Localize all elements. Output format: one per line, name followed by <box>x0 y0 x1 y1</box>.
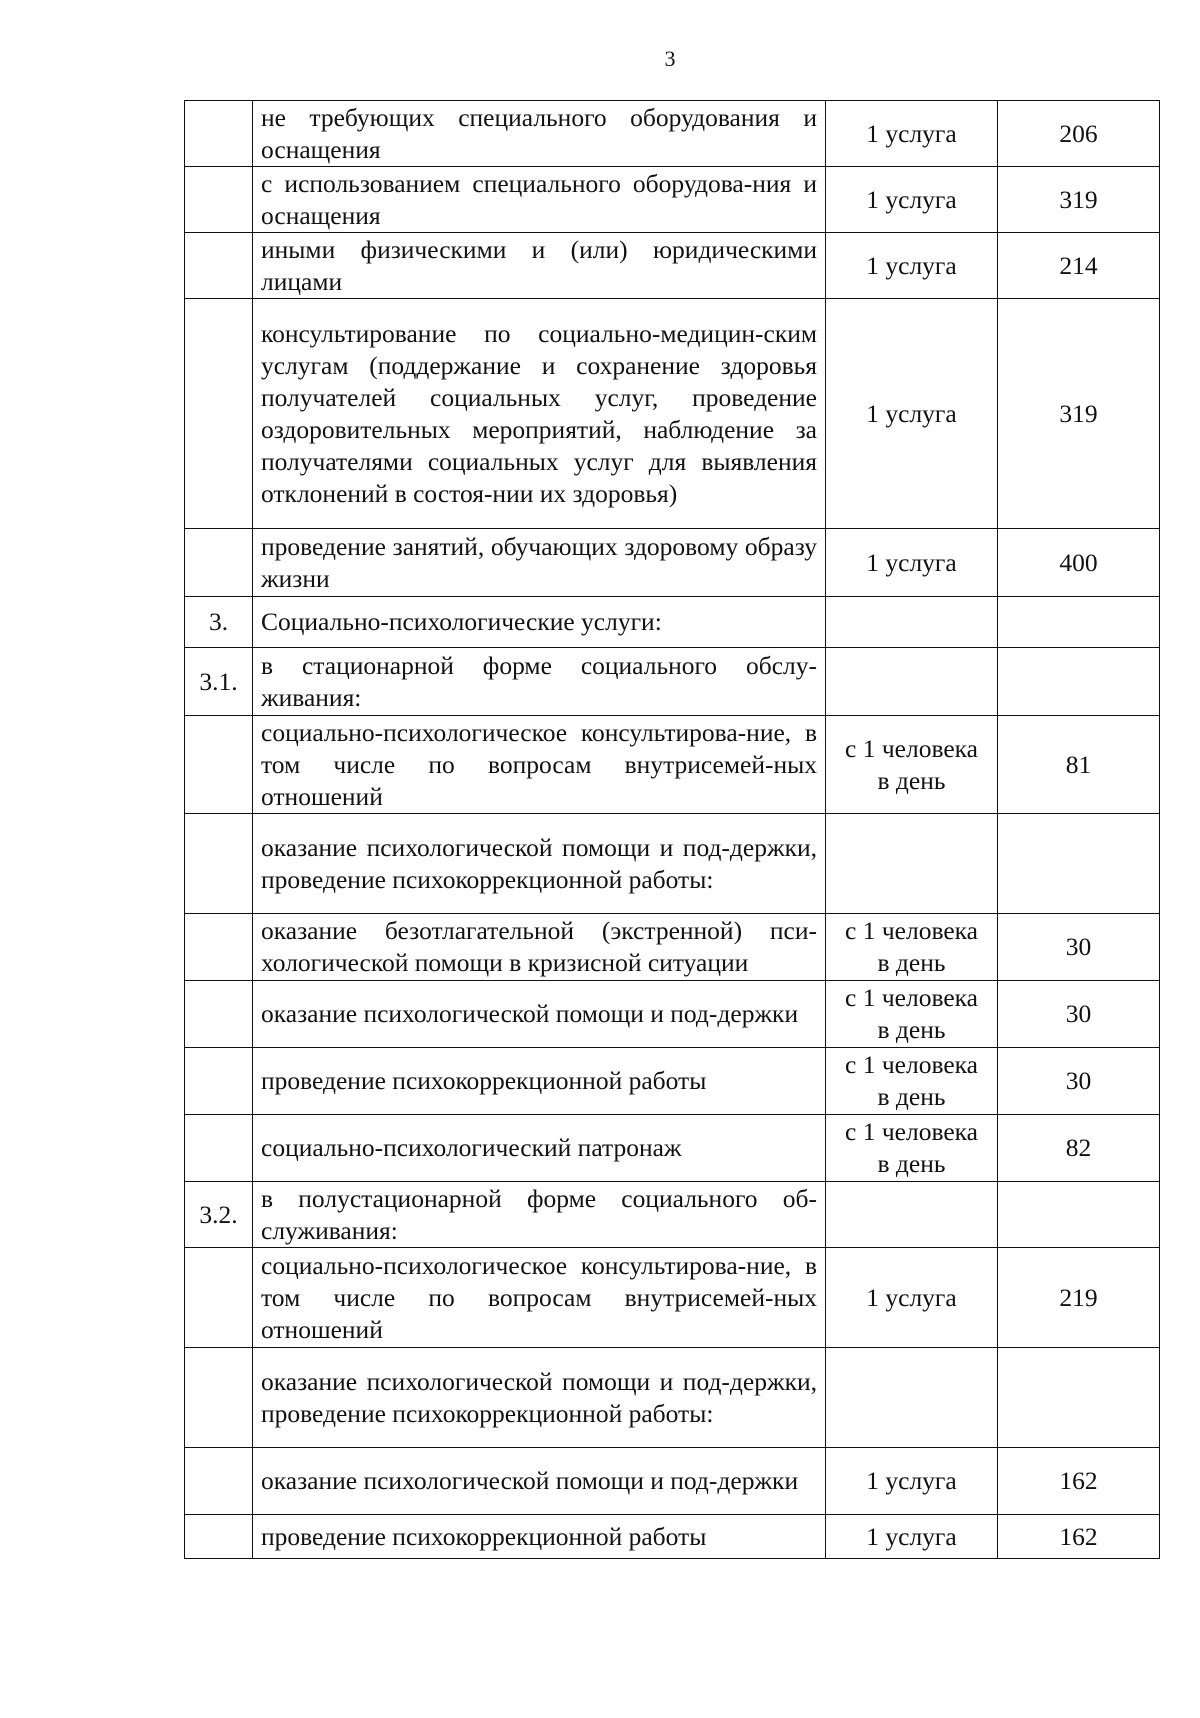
tariff-value: 319 <box>998 167 1160 233</box>
tariff-value: 400 <box>998 529 1160 597</box>
row-number <box>185 233 253 299</box>
row-number <box>185 981 253 1048</box>
table-row <box>185 1448 1160 1515</box>
table-row <box>185 1248 1160 1348</box>
tariff-value: 206 <box>998 101 1160 167</box>
service-description: оказание психологической помощи и под-держки, проведение психокоррекционной работы: <box>253 814 826 914</box>
subsection-title: в стационарной форме социального обслу-живания: <box>253 648 826 716</box>
tariff-value: 30 <box>998 981 1160 1048</box>
unit-line-1: 1 услуга <box>866 547 957 577</box>
unit-line-1: 1 услуга <box>866 1466 957 1495</box>
table-row <box>185 914 1160 981</box>
unit-cell <box>826 1448 998 1515</box>
unit-cell <box>826 981 998 1048</box>
table-row <box>185 1048 1160 1115</box>
table-row <box>185 101 1160 167</box>
tariff-value: 162 <box>998 1448 1160 1515</box>
tariff-value <box>998 1182 1160 1248</box>
unit-cell <box>826 814 998 914</box>
tariff-value <box>998 597 1160 648</box>
table-row <box>185 233 1160 299</box>
unit-cell <box>826 101 998 167</box>
unit-cell <box>826 1115 998 1182</box>
service-description: социально-психологическое консультирова-ние, в том числе по вопросам внутрисемей-ных отношений <box>253 1248 826 1348</box>
unit-line-2: в день <box>877 1082 946 1111</box>
unit-line-1: с 1 человека <box>845 1117 978 1146</box>
tariff-value: 82 <box>998 1115 1160 1182</box>
subsection-title: в полустационарной форме социального об-служивания: <box>253 1182 826 1248</box>
row-number <box>185 101 253 167</box>
tariff-value <box>998 814 1160 914</box>
tariff-value: 30 <box>998 1048 1160 1115</box>
row-number <box>185 1115 253 1182</box>
unit-cell <box>826 648 998 716</box>
service-description: социально-психологический патронаж <box>253 1115 826 1182</box>
unit-line-2: в день <box>877 948 946 977</box>
row-number <box>185 299 253 529</box>
row-number <box>185 914 253 981</box>
tariff-value <box>998 1348 1160 1448</box>
service-description: проведение психокоррекционной работы <box>253 1515 826 1559</box>
tariff-table <box>184 100 1160 1559</box>
unit-line-2: в день <box>877 1149 946 1178</box>
tariff-value: 219 <box>998 1248 1160 1348</box>
unit-line-1: с 1 человека <box>845 1050 978 1079</box>
tariff-value: 30 <box>998 914 1160 981</box>
table-row <box>185 1515 1160 1559</box>
row-number <box>185 716 253 814</box>
unit-line-1: с 1 человека <box>845 916 978 945</box>
row-number <box>185 1048 253 1115</box>
tariff-value: 319 <box>998 299 1160 529</box>
unit-line-1: 1 услуга <box>866 184 957 214</box>
unit-line-1: 1 услуга <box>866 118 957 148</box>
unit-cell <box>826 167 998 233</box>
table-row <box>185 981 1160 1048</box>
service-description: не требующих специального оборудования и оснащения <box>253 101 826 167</box>
unit-line-1: 1 услуга <box>866 1521 957 1551</box>
unit-line-1: с 1 человека <box>845 983 978 1012</box>
table-row <box>185 716 1160 814</box>
unit-cell <box>826 1348 998 1448</box>
row-number <box>185 1515 253 1559</box>
unit-line-1: 1 услуга <box>866 398 957 428</box>
row-number <box>185 167 253 233</box>
unit-line-1: 1 услуга <box>866 250 957 280</box>
tariff-value: 162 <box>998 1515 1160 1559</box>
service-description: социально-психологическое консультирова-ние, в том числе по вопросам внутрисемей-ных отношений <box>253 716 826 814</box>
table-row <box>185 167 1160 233</box>
unit-line-2: в день <box>877 765 946 795</box>
table-row <box>185 814 1160 914</box>
unit-cell <box>826 716 998 814</box>
unit-line-2: в день <box>877 1015 946 1044</box>
table-row <box>185 529 1160 597</box>
service-description: иными физическими и (или) юридическими лицами <box>253 233 826 299</box>
service-description: оказание психологической помощи и под-держки <box>253 981 826 1048</box>
row-number <box>185 814 253 914</box>
table-row <box>185 597 1160 648</box>
table-row <box>185 299 1160 529</box>
row-number <box>185 1448 253 1515</box>
row-number <box>185 1248 253 1348</box>
subsection-number: 3.1. <box>185 648 253 716</box>
table-row <box>185 1115 1160 1182</box>
unit-cell <box>826 1248 998 1348</box>
service-description: с использованием специального оборудова-ния и оснащения <box>253 167 826 233</box>
row-number <box>185 1348 253 1448</box>
section-number: 3. <box>185 597 253 648</box>
unit-cell <box>826 1515 998 1559</box>
unit-cell <box>826 597 998 648</box>
unit-line-1: 1 услуга <box>866 1282 957 1312</box>
tariff-value: 214 <box>998 233 1160 299</box>
tariff-value <box>998 648 1160 716</box>
table-row <box>185 1182 1160 1248</box>
unit-cell <box>826 1182 998 1248</box>
section-title: Социально-психологические услуги: <box>253 597 826 648</box>
service-description: проведение психокоррекционной работы <box>253 1048 826 1115</box>
service-description: проведение занятий, обучающих здоровому образу жизни <box>253 529 826 597</box>
page-number: 3 <box>664 46 676 71</box>
unit-cell <box>826 1048 998 1115</box>
unit-cell <box>826 914 998 981</box>
tariff-value: 81 <box>998 716 1160 814</box>
service-description: оказание безотлагательной (экстренной) пси-хологической помощи в кризисной ситуации <box>253 914 826 981</box>
unit-cell <box>826 299 998 529</box>
table-row <box>185 1348 1160 1448</box>
subsection-number: 3.2. <box>185 1182 253 1248</box>
table-row <box>185 648 1160 716</box>
service-description: консультирование по социально-медицин-ским услугам (поддержание и сохранение здоровья получателей социальных услуг, проведение оздоровительных мероприятий, наблюдение за получателями социальных услуг для выявления отклонений в состоя-нии их здоровья) <box>253 299 826 529</box>
row-number <box>185 529 253 597</box>
service-description: оказание психологической помощи и под-держки <box>253 1448 826 1515</box>
unit-cell <box>826 529 998 597</box>
unit-cell <box>826 233 998 299</box>
unit-line-1: с 1 человека <box>845 733 978 763</box>
service-description: оказание психологической помощи и под-держки, проведение психокоррекционной работы: <box>253 1348 826 1448</box>
